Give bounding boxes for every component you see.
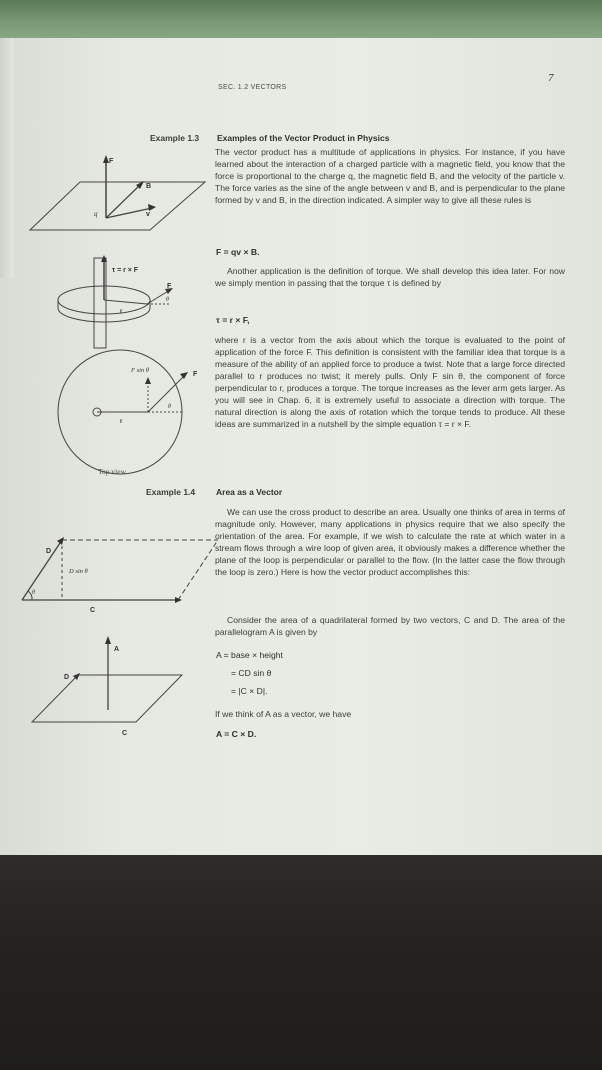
example-1-3-label: Example 1.3	[150, 133, 200, 143]
fig3-theta: θ	[168, 404, 171, 410]
example-1-4-paragraph-3: If we think of A as a vector, we have	[215, 709, 352, 719]
fig1-B: B	[146, 183, 152, 190]
fig2-theta: θ	[166, 297, 169, 303]
fig1-q: q	[94, 210, 98, 218]
fig2-tau: τ = r × F	[112, 267, 139, 274]
fig4-C: C	[90, 607, 96, 614]
example-1-4-label: Example 1.4	[146, 487, 196, 497]
figure-caption-top-view: Top view	[98, 467, 127, 476]
fig5-A: A	[114, 646, 120, 653]
fig4-Dsin: D sin θ	[69, 568, 88, 575]
fig3-r: r	[120, 419, 123, 425]
equation-area-1: A = base × height	[216, 650, 283, 660]
fig4-D: D	[46, 548, 52, 555]
equation-lorentz-force: F = qv × B.	[216, 247, 260, 257]
fig5-C: C	[122, 730, 128, 737]
example-1-3-paragraph-1: The vector product has a multitude of applications in physics. For instance, if you have learned about the interaction of a charged particle with a magnetic field, you know that the force is proportional to the charge q, the magnetic field B, and the velocity of the particle v. The force varies as the sine of the angle between v and B, and is perpendicular to the plane formed by v and B, in the direction indicated. A simpler way to give all these rules is	[215, 147, 565, 205]
example-1-4-paragraph-2: Consider the area of a quadrilateral formed by two vectors, C and D. The area of the parallelogram A is given by	[215, 615, 565, 637]
fig1-F: F	[109, 158, 114, 165]
equation-area-2: = CD sin θ	[231, 668, 272, 678]
fig5-plane	[32, 675, 182, 722]
fig3-F: F	[193, 371, 198, 378]
example-1-3-paragraph-3: where r is a vector from the axis about which the torque is evaluated to the point of application of the force F. This definition is consistent with the familiar idea that torque is a measure of the ability of an applied force to produce a twist. Note that a large force directed parallel to r produces no twist; it merely pulls. Only F sin θ, the component of force perpendicular to r, produces a torque. The torque increases as the lever arm gets larger. As you will see in Chap. 6, it is extremely useful to associate a direction with torque. The natural direction is along the axis of rotation which the torque tends to produce. All these ideas are summarized in a nutshell by the simple equation τ = r × F.	[215, 335, 565, 429]
example-1-4-paragraph-1: We can use the cross product to describe an area. Usually one thinks of area in terms of magnitude only. However, many applications in physics require that we also specify the orientation of the area. For example, if we wish to calculate the rate at which water in a stream flows through a wire loop of given area, it obviously makes a difference whether the plane of the loop is perpendicular or parallel to the flow. (In the latter case the flow through the loop is zero.) Here is how the vector product accomplishes this:	[215, 507, 565, 577]
fig2-F: F	[167, 283, 172, 290]
example-1-3-title: Examples of the Vector Product in Physics	[217, 133, 390, 143]
fig2-r: r	[120, 309, 123, 315]
example-1-3-paragraph-2: Another application is the definition of torque. We shall develop this idea later. For now we simply mention in passing that the torque τ is defined by	[215, 266, 565, 288]
equation-area-3: = |C × D|.	[231, 686, 268, 696]
page-number: 7	[548, 72, 554, 84]
fig1-v: v	[146, 211, 150, 218]
running-header: SEC. 1.2 VECTORS	[218, 84, 287, 91]
fig5-D: D	[64, 674, 70, 681]
equation-torque: τ = r × F,	[216, 315, 250, 325]
example-1-4-title: Area as a Vector	[216, 487, 283, 497]
equation-area-vector: A = C × D.	[216, 729, 257, 739]
fig3-Fsin: F sin θ	[131, 367, 149, 374]
fig4-theta: θ	[32, 590, 35, 596]
